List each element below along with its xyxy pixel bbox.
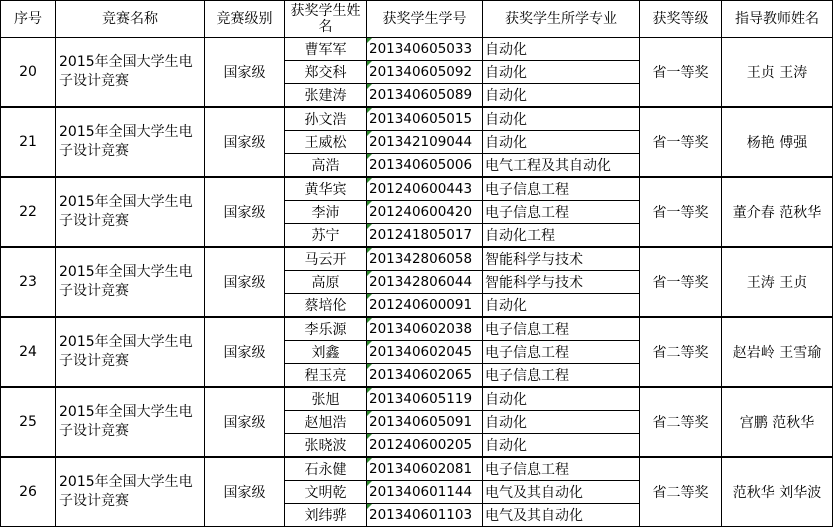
student-id-text: 201340605015 [369, 111, 473, 127]
table-row [1, 177, 833, 201]
student-id-text: 201240600420 [369, 204, 473, 220]
student-id-cell[interactable] [367, 294, 483, 318]
student-name-cell[interactable]: 王威松 [285, 131, 367, 154]
student-id-cell[interactable] [367, 387, 483, 411]
student-id-text: 201340602045 [369, 344, 473, 360]
student-id-text: 201340605033 [369, 41, 473, 57]
teacher-cell[interactable]: 王贞 王涛 [722, 38, 833, 108]
major-cell[interactable]: 自动化 [483, 61, 640, 84]
table-row [1, 457, 833, 481]
text-number-marker-icon [367, 481, 372, 486]
text-number-marker-icon [367, 154, 372, 159]
student-id-cell[interactable] [367, 107, 483, 131]
student-name-cell[interactable]: 高原 [285, 271, 367, 294]
text-number-marker-icon [367, 341, 372, 346]
student-id-text: 201340601144 [369, 484, 473, 500]
text-number-marker-icon [367, 271, 372, 276]
competition-cell[interactable]: 2015年全国大学生电子设计竞赛 [56, 38, 205, 108]
competition-cell[interactable]: 2015年全国大学生电子设计竞赛 [56, 247, 205, 317]
major-cell[interactable]: 自动化 [483, 294, 640, 318]
major-cell[interactable]: 电子信息工程 [483, 317, 640, 341]
teacher-cell[interactable]: 董介春 范秋华 [722, 177, 833, 247]
student-name-cell[interactable]: 苏宁 [285, 224, 367, 248]
student-name-cell[interactable]: 刘鑫 [285, 341, 367, 364]
table-header [1, 1, 833, 38]
text-number-marker-icon [367, 178, 372, 183]
student-name-cell[interactable]: 赵旭浩 [285, 411, 367, 434]
seq-cell[interactable]: 21 [1, 107, 56, 177]
major-cell[interactable]: 智能科学与技术 [483, 247, 640, 271]
student-name-cell[interactable]: 马云开 [285, 247, 367, 271]
student-id-cell[interactable] [367, 481, 483, 504]
student-name-cell[interactable]: 张晓波 [285, 434, 367, 458]
student-id-text: 201240600205 [369, 437, 473, 453]
major-cell[interactable]: 自动化 [483, 38, 640, 61]
table-row [1, 107, 833, 131]
student-id-text: 201241805017 [369, 227, 473, 243]
major-cell[interactable]: 自动化 [483, 107, 640, 131]
competition-cell[interactable]: 2015年全国大学生电子设计竞赛 [56, 457, 205, 527]
student-id-text: 201340605091 [369, 414, 473, 430]
student-id-cell[interactable] [367, 271, 483, 294]
text-number-marker-icon [367, 294, 372, 299]
major-cell[interactable]: 电子信息工程 [483, 364, 640, 388]
seq-cell[interactable]: 24 [1, 317, 56, 387]
level-cell[interactable]: 国家级 [205, 247, 285, 317]
level-cell[interactable]: 国家级 [205, 317, 285, 387]
student-name-cell[interactable]: 郑交科 [285, 61, 367, 84]
student-name-cell[interactable]: 黄华宾 [285, 177, 367, 201]
header-competition[interactable]: 竞赛名称 [56, 1, 205, 38]
text-number-marker-icon [367, 504, 372, 509]
major-cell[interactable]: 自动化 [483, 84, 640, 108]
table-row [1, 247, 833, 271]
major-cell[interactable]: 智能科学与技术 [483, 271, 640, 294]
competition-cell[interactable]: 2015年全国大学生电子设计竞赛 [56, 107, 205, 177]
student-id-cell[interactable] [367, 154, 483, 178]
student-id-cell[interactable] [367, 504, 483, 527]
seq-cell[interactable]: 25 [1, 387, 56, 457]
major-cell[interactable]: 电子信息工程 [483, 457, 640, 481]
student-id-cell[interactable] [367, 61, 483, 84]
text-number-marker-icon [367, 131, 372, 136]
header-level[interactable]: 竞赛级别 [205, 1, 285, 38]
student-id-cell[interactable] [367, 411, 483, 434]
teacher-cell[interactable]: 赵岩岭 王雪瑜 [722, 317, 833, 387]
student-id-cell[interactable] [367, 364, 483, 388]
major-cell[interactable]: 电子信息工程 [483, 341, 640, 364]
teacher-cell[interactable]: 宫鹏 范秋华 [722, 387, 833, 457]
text-number-marker-icon [367, 388, 372, 393]
level-cell[interactable]: 国家级 [205, 38, 285, 108]
student-id-cell[interactable] [367, 434, 483, 458]
major-cell[interactable]: 电子信息工程 [483, 201, 640, 224]
table-row [1, 387, 833, 411]
level-cell[interactable]: 国家级 [205, 457, 285, 527]
teacher-cell[interactable]: 范秋华 刘华波 [722, 457, 833, 527]
student-id-text: 201342806058 [369, 251, 473, 267]
header-student-id[interactable]: 获奖学生学号 [367, 1, 483, 38]
competition-cell[interactable]: 2015年全国大学生电子设计竞赛 [56, 177, 205, 247]
student-id-cell[interactable] [367, 201, 483, 224]
major-cell[interactable]: 自动化工程 [483, 224, 640, 248]
student-name-cell[interactable]: 李沛 [285, 201, 367, 224]
table-row [1, 317, 833, 341]
award-cell[interactable]: 省一等奖 [640, 38, 722, 108]
teacher-cell[interactable]: 王涛 王贞 [722, 247, 833, 317]
text-number-marker-icon [367, 248, 372, 253]
student-id-text: 201340605092 [369, 64, 473, 80]
student-name-cell[interactable]: 孙文浩 [285, 107, 367, 131]
header-teacher[interactable]: 指导教师姓名 [722, 1, 833, 38]
student-id-cell[interactable] [367, 247, 483, 271]
seq-cell[interactable]: 23 [1, 247, 56, 317]
major-cell[interactable]: 自动化 [483, 131, 640, 154]
teacher-cell[interactable]: 杨艳 傅强 [722, 107, 833, 177]
student-name-cell[interactable]: 刘纬骅 [285, 504, 367, 527]
student-id-text: 201340605006 [369, 157, 473, 173]
text-number-marker-icon [367, 411, 372, 416]
student-id-cell[interactable] [367, 317, 483, 341]
student-name-cell[interactable]: 曹军军 [285, 38, 367, 61]
student-id-cell[interactable] [367, 457, 483, 481]
competition-cell[interactable]: 2015年全国大学生电子设计竞赛 [56, 387, 205, 457]
student-id-cell[interactable] [367, 84, 483, 108]
text-number-marker-icon [367, 434, 372, 439]
student-name-cell[interactable]: 张旭 [285, 387, 367, 411]
award-cell[interactable]: 省一等奖 [640, 177, 722, 247]
student-id-text: 201340602038 [369, 321, 473, 337]
major-cell[interactable]: 电气及其自动化 [483, 504, 640, 527]
student-id-text: 201340605119 [369, 391, 473, 407]
student-id-text: 201340601103 [369, 507, 473, 523]
student-id-cell[interactable] [367, 177, 483, 201]
level-cell[interactable]: 国家级 [205, 107, 285, 177]
student-name-cell[interactable]: 石永健 [285, 457, 367, 481]
student-name-cell[interactable]: 程玉亮 [285, 364, 367, 388]
table-row [1, 38, 833, 61]
student-id-text: 201340605089 [369, 87, 473, 103]
header-student-name[interactable]: 获奖学生姓名 [285, 1, 367, 38]
student-id-text: 201340602065 [369, 367, 473, 383]
header-seq[interactable]: 序号 [1, 1, 56, 38]
major-cell[interactable]: 电气工程及其自动化 [483, 154, 640, 178]
level-cell[interactable]: 国家级 [205, 177, 285, 247]
seq-cell[interactable]: 22 [1, 177, 56, 247]
student-name-cell[interactable]: 李乐源 [285, 317, 367, 341]
student-id-cell[interactable] [367, 131, 483, 154]
student-id-text: 201342109044 [369, 134, 473, 150]
text-number-marker-icon [367, 201, 372, 206]
major-cell[interactable]: 自动化 [483, 434, 640, 458]
major-cell[interactable]: 自动化 [483, 411, 640, 434]
award-cell[interactable]: 省一等奖 [640, 247, 722, 317]
student-name-cell[interactable]: 高浩 [285, 154, 367, 178]
student-id-text: 201342806044 [369, 274, 473, 290]
text-number-marker-icon [367, 458, 372, 463]
header-award[interactable]: 获奖等级 [640, 1, 722, 38]
student-name-cell[interactable]: 张建涛 [285, 84, 367, 108]
text-number-marker-icon [367, 108, 372, 113]
student-id-text: 201340602081 [369, 461, 473, 477]
student-id-cell[interactable] [367, 38, 483, 61]
award-cell[interactable]: 省一等奖 [640, 107, 722, 177]
text-number-marker-icon [367, 84, 372, 89]
major-cell[interactable]: 电气及其自动化 [483, 481, 640, 504]
major-cell[interactable]: 电子信息工程 [483, 177, 640, 201]
student-id-cell[interactable] [367, 341, 483, 364]
award-cell[interactable]: 省二等奖 [640, 387, 722, 457]
student-name-cell[interactable]: 文明乾 [285, 481, 367, 504]
level-cell[interactable]: 国家级 [205, 387, 285, 457]
text-number-marker-icon [367, 61, 372, 66]
table-body [1, 38, 833, 527]
student-id-text: 201240600091 [369, 297, 473, 313]
major-cell[interactable]: 自动化 [483, 387, 640, 411]
seq-cell[interactable]: 20 [1, 38, 56, 108]
text-number-marker-icon [367, 364, 372, 369]
student-name-cell[interactable]: 蔡培伦 [285, 294, 367, 318]
seq-cell[interactable]: 26 [1, 457, 56, 527]
student-id-cell[interactable] [367, 224, 483, 248]
student-id-text: 201240600443 [369, 181, 473, 197]
header-major[interactable]: 获奖学生所学专业 [483, 1, 640, 38]
text-number-marker-icon [367, 38, 372, 43]
award-cell[interactable]: 省二等奖 [640, 317, 722, 387]
award-cell[interactable]: 省二等奖 [640, 457, 722, 527]
competition-cell[interactable]: 2015年全国大学生电子设计竞赛 [56, 317, 205, 387]
text-number-marker-icon [367, 224, 372, 229]
text-number-marker-icon [367, 318, 372, 323]
